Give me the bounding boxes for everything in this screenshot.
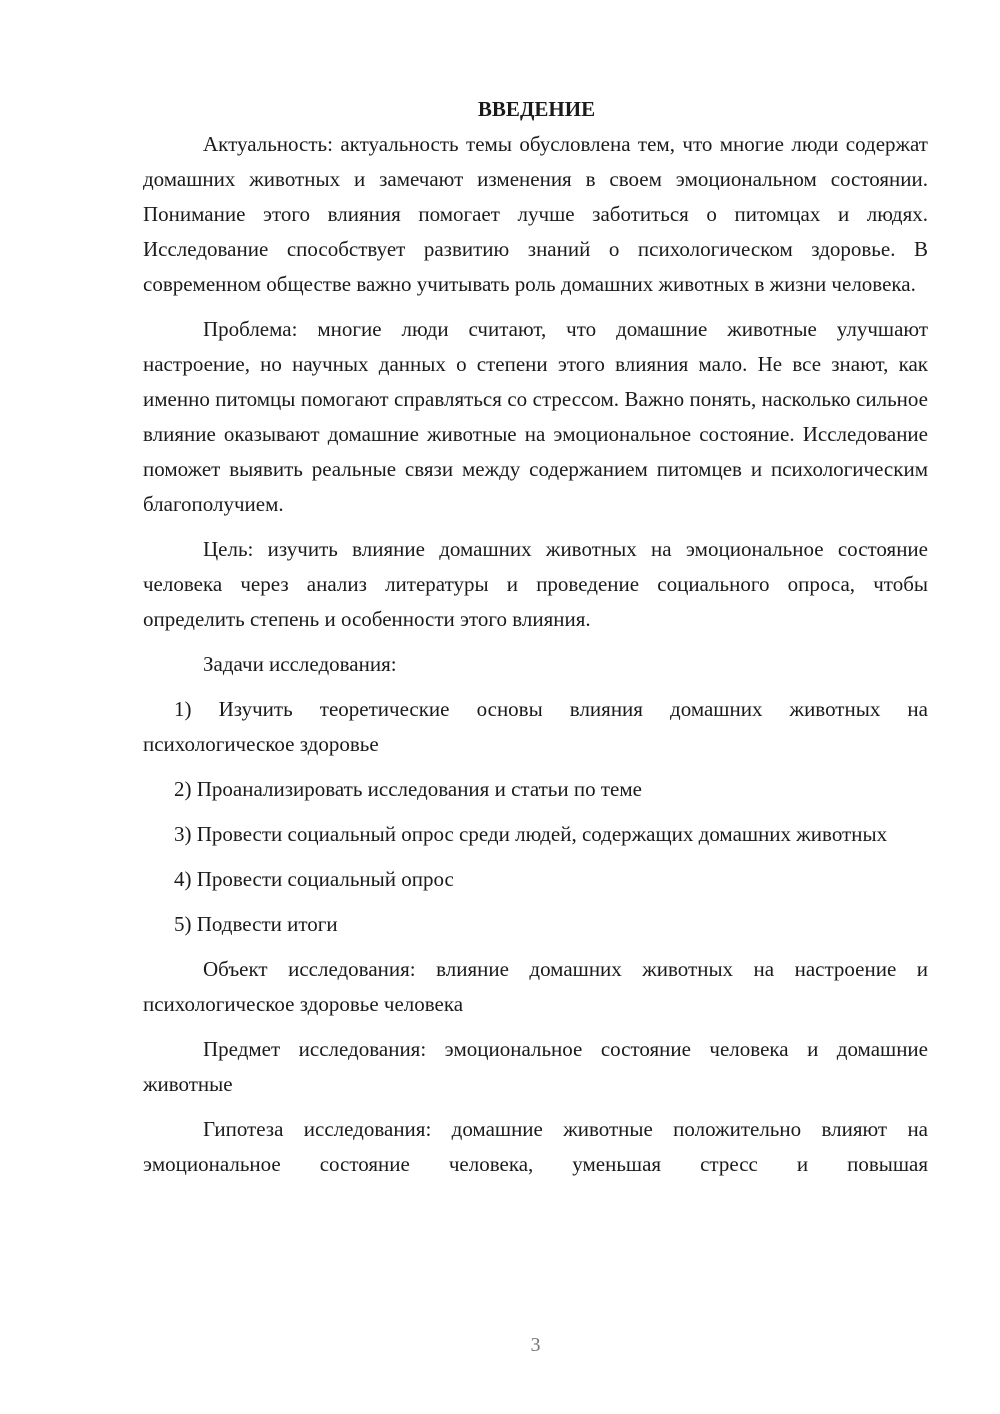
- hypothesis-paragraph: Гипотеза исследования: домашние животные положительно влияют на эмоциональное состояние человека, уменьшая стресс и повышая: [143, 1117, 928, 1176]
- task-item-2: 2) Проанализировать исследования и статьи по теме: [174, 777, 642, 801]
- task-item-5: 5) Подвести итоги: [174, 912, 338, 936]
- task-item-3: 3) Провести социальный опрос среди людей, содержащих домашних животных: [174, 822, 888, 846]
- subject-paragraph: Предмет исследования: эмоциональное состояние человека и домашние животные: [143, 1037, 928, 1096]
- problem-paragraph: Проблема: многие люди считают, что домашние животные улучшают настроение, но научных данных о степени этого влияния мало. Не все знают, как именно питомцы помогают справляться со стрессом. Важно понять, насколько сильное влияние оказывают домашние животные на эмоциональное состояние. Исследование поможет выявить реальные связи между содержанием питомцев и психологическим благополучием.: [143, 317, 928, 516]
- object-paragraph: Объект исследования: влияние домашних животных на настроение и психологическое здоровье человека: [143, 957, 928, 1016]
- goal-paragraph: Цель: изучить влияние домашних животных на эмоциональное состояние человека через анализ литературы и проведение социального опроса, чтобы определить степень и особенности этого влияния.: [143, 537, 928, 631]
- document-page: [143, 92, 928, 1182]
- tasks-heading: Задачи исследования:: [203, 652, 397, 676]
- section-heading: ВВЕДЕНИЕ: [477, 97, 596, 121]
- relevance-paragraph: Актуальность: актуальность темы обусловлена тем, что многие люди содержат домашних животных и замечают изменения в своем эмоциональном состоянии. Понимание этого влияния помогает лучше заботиться о питомцах и людях. Исследование способствует развитию знаний о психологическом здоровье. В современном обществе важно учитывать роль домашних животных в жизни человека.: [143, 132, 928, 296]
- task-item-4: 4) Провести социальный опрос: [174, 867, 454, 891]
- task-item-1: 1) Изучить теоретические основы влияния домашних животных на психологическое здоровье: [143, 697, 928, 756]
- page-number: 3: [530, 1334, 541, 1356]
